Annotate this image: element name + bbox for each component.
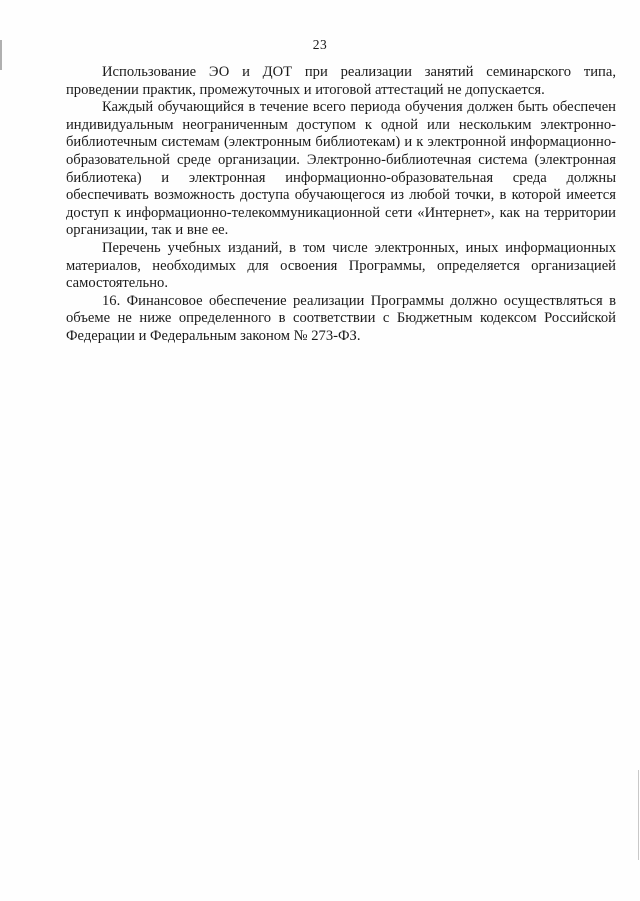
document-body xyxy=(66,64,616,346)
paragraph-educational-materials: Перечень учебных изданий, в том числе электронных, иных информационных материалов, необходимых для освоения Программы, определяется организацией самостоятельно. xyxy=(66,239,616,292)
scan-edge-mark xyxy=(638,770,639,860)
paragraph-financial-support: 16. Финансовое обеспечение реализации Программы должно осуществляться в объеме не ниже определенного в соответствии с Бюджетным кодексом Российской Федерации и Федеральным законом № 273-ФЗ. xyxy=(66,292,616,344)
paragraph-library-access: Каждый обучающийся в течение всего периода обучения должен быть обеспечен индивидуальным неограниченным доступом к одной или нескольким электронно-библиотечным системам (электронным библиотекам) и к электронной информационно-образовательной среде организации. Электронно-библиотечная система (электронная библиотека) и электронная информационно-образовательная среда должны обеспечивать возможность доступа обучающегося из любой точки, в которой имеется доступ к информационно-телекоммуникационной сети «Интернет», как на территории организации, так и вне ее. xyxy=(66,99,616,239)
paragraph-eo-dot: Использование ЭО и ДОТ при реализации занятий семинарского типа, проведении практик, промежуточных и итоговой аттестаций не допускается. xyxy=(66,64,616,98)
page-number: 23 xyxy=(312,37,328,52)
